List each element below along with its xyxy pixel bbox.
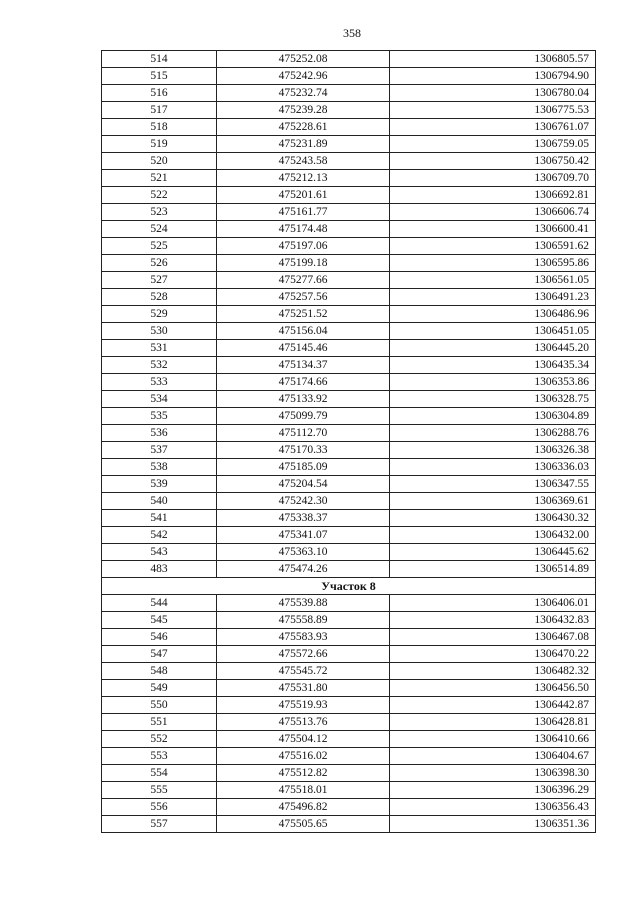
y-coordinate-cell: 1306404.67 (390, 748, 596, 765)
point-number-cell: 551 (102, 714, 217, 731)
table-row (102, 731, 596, 748)
table-row (102, 765, 596, 782)
point-number-cell: 557 (102, 816, 217, 833)
x-coordinate-cell: 475204.54 (217, 476, 390, 493)
table-row (102, 646, 596, 663)
table-row (102, 782, 596, 799)
y-coordinate-cell: 1306445.20 (390, 340, 596, 357)
table-row (102, 187, 596, 204)
point-number-cell: 545 (102, 612, 217, 629)
point-number-cell: 543 (102, 544, 217, 561)
x-coordinate-cell: 475170.33 (217, 442, 390, 459)
y-coordinate-cell: 1306780.04 (390, 85, 596, 102)
x-coordinate-cell: 475156.04 (217, 323, 390, 340)
point-number-cell: 531 (102, 340, 217, 357)
y-coordinate-cell: 1306347.55 (390, 476, 596, 493)
y-coordinate-cell: 1306351.36 (390, 816, 596, 833)
page-number: 358 (343, 26, 361, 40)
y-coordinate-cell: 1306709.70 (390, 170, 596, 187)
y-coordinate-cell: 1306442.87 (390, 697, 596, 714)
table-row (102, 221, 596, 238)
table-row (102, 51, 596, 68)
y-coordinate-cell: 1306775.53 (390, 102, 596, 119)
table-row (102, 102, 596, 119)
y-coordinate-cell: 1306445.62 (390, 544, 596, 561)
point-number-cell: 522 (102, 187, 217, 204)
table-row (102, 714, 596, 731)
table-row (102, 170, 596, 187)
x-coordinate-cell: 475228.61 (217, 119, 390, 136)
x-coordinate-cell: 475161.77 (217, 204, 390, 221)
y-coordinate-cell: 1306396.29 (390, 782, 596, 799)
y-coordinate-cell: 1306591.62 (390, 238, 596, 255)
y-coordinate-cell: 1306482.32 (390, 663, 596, 680)
x-coordinate-cell: 475242.96 (217, 68, 390, 85)
x-coordinate-cell: 475277.66 (217, 272, 390, 289)
y-coordinate-cell: 1306470.22 (390, 646, 596, 663)
table-row (102, 340, 596, 357)
y-coordinate-cell: 1306410.66 (390, 731, 596, 748)
point-number-cell: 552 (102, 731, 217, 748)
y-coordinate-cell: 1306326.38 (390, 442, 596, 459)
table-row (102, 748, 596, 765)
y-coordinate-cell: 1306430.32 (390, 510, 596, 527)
y-coordinate-cell: 1306435.34 (390, 357, 596, 374)
table-body-before-section (102, 51, 596, 578)
table-row (102, 289, 596, 306)
y-coordinate-cell: 1306491.23 (390, 289, 596, 306)
point-number-cell: 519 (102, 136, 217, 153)
x-coordinate-cell: 475231.89 (217, 136, 390, 153)
table-row (102, 68, 596, 85)
x-coordinate-cell: 475504.12 (217, 731, 390, 748)
y-coordinate-cell: 1306398.30 (390, 765, 596, 782)
y-coordinate-cell: 1306759.05 (390, 136, 596, 153)
point-number-cell: 555 (102, 782, 217, 799)
point-number-cell: 546 (102, 629, 217, 646)
point-number-cell: 532 (102, 357, 217, 374)
x-coordinate-cell: 475338.37 (217, 510, 390, 527)
section-title: Участок 8 (102, 578, 596, 595)
x-coordinate-cell: 475212.13 (217, 170, 390, 187)
y-coordinate-cell: 1306486.96 (390, 306, 596, 323)
y-coordinate-cell: 1306692.81 (390, 187, 596, 204)
point-number-cell: 537 (102, 442, 217, 459)
point-number-cell: 553 (102, 748, 217, 765)
table-row (102, 561, 596, 578)
section-header-group (102, 578, 596, 595)
y-coordinate-cell: 1306456.50 (390, 680, 596, 697)
table-row (102, 459, 596, 476)
x-coordinate-cell: 475519.93 (217, 697, 390, 714)
coordinates-table (101, 50, 596, 833)
y-coordinate-cell: 1306288.76 (390, 425, 596, 442)
x-coordinate-cell: 475518.01 (217, 782, 390, 799)
table-row (102, 374, 596, 391)
point-number-cell: 547 (102, 646, 217, 663)
x-coordinate-cell: 475133.92 (217, 391, 390, 408)
y-coordinate-cell: 1306432.83 (390, 612, 596, 629)
table-row (102, 357, 596, 374)
point-number-cell: 518 (102, 119, 217, 136)
x-coordinate-cell: 475257.56 (217, 289, 390, 306)
x-coordinate-cell: 475512.82 (217, 765, 390, 782)
point-number-cell: 516 (102, 85, 217, 102)
x-coordinate-cell: 475134.37 (217, 357, 390, 374)
y-coordinate-cell: 1306805.57 (390, 51, 596, 68)
x-coordinate-cell: 475583.93 (217, 629, 390, 646)
point-number-cell: 535 (102, 408, 217, 425)
table-row (102, 238, 596, 255)
point-number-cell: 533 (102, 374, 217, 391)
x-coordinate-cell: 475496.82 (217, 799, 390, 816)
y-coordinate-cell: 1306304.89 (390, 408, 596, 425)
section-header-row (102, 578, 596, 595)
point-number-cell: 524 (102, 221, 217, 238)
y-coordinate-cell: 1306561.05 (390, 272, 596, 289)
x-coordinate-cell: 475232.74 (217, 85, 390, 102)
point-number-cell: 483 (102, 561, 217, 578)
table-row (102, 204, 596, 221)
point-number-cell: 523 (102, 204, 217, 221)
y-coordinate-cell: 1306328.75 (390, 391, 596, 408)
x-coordinate-cell: 475145.46 (217, 340, 390, 357)
point-number-cell: 556 (102, 799, 217, 816)
table-row (102, 663, 596, 680)
point-number-cell: 517 (102, 102, 217, 119)
point-number-cell: 542 (102, 527, 217, 544)
x-coordinate-cell: 475174.48 (217, 221, 390, 238)
table-row (102, 323, 596, 340)
table-row (102, 119, 596, 136)
x-coordinate-cell: 475242.30 (217, 493, 390, 510)
point-number-cell: 515 (102, 68, 217, 85)
x-coordinate-cell: 475252.08 (217, 51, 390, 68)
x-coordinate-cell: 475185.09 (217, 459, 390, 476)
table-row (102, 425, 596, 442)
x-coordinate-cell: 475197.06 (217, 238, 390, 255)
table-row (102, 153, 596, 170)
x-coordinate-cell: 475251.52 (217, 306, 390, 323)
x-coordinate-cell: 475243.58 (217, 153, 390, 170)
point-number-cell: 550 (102, 697, 217, 714)
y-coordinate-cell: 1306794.90 (390, 68, 596, 85)
point-number-cell: 529 (102, 306, 217, 323)
x-coordinate-cell: 475474.26 (217, 561, 390, 578)
y-coordinate-cell: 1306514.89 (390, 561, 596, 578)
table-row (102, 255, 596, 272)
x-coordinate-cell: 475516.02 (217, 748, 390, 765)
table-row (102, 136, 596, 153)
table-row (102, 510, 596, 527)
x-coordinate-cell: 475363.10 (217, 544, 390, 561)
point-number-cell: 544 (102, 595, 217, 612)
table-row (102, 544, 596, 561)
table-row (102, 476, 596, 493)
table-body-after-section (102, 595, 596, 833)
y-coordinate-cell: 1306595.86 (390, 255, 596, 272)
y-coordinate-cell: 1306451.05 (390, 323, 596, 340)
point-number-cell: 525 (102, 238, 217, 255)
y-coordinate-cell: 1306336.03 (390, 459, 596, 476)
y-coordinate-cell: 1306369.61 (390, 493, 596, 510)
x-coordinate-cell: 475558.89 (217, 612, 390, 629)
point-number-cell: 534 (102, 391, 217, 408)
y-coordinate-cell: 1306467.08 (390, 629, 596, 646)
x-coordinate-cell: 475513.76 (217, 714, 390, 731)
y-coordinate-cell: 1306428.81 (390, 714, 596, 731)
point-number-cell: 541 (102, 510, 217, 527)
table-row (102, 680, 596, 697)
point-number-cell: 538 (102, 459, 217, 476)
y-coordinate-cell: 1306606.74 (390, 204, 596, 221)
x-coordinate-cell: 475201.61 (217, 187, 390, 204)
table-row (102, 629, 596, 646)
table-row (102, 816, 596, 833)
x-coordinate-cell: 475099.79 (217, 408, 390, 425)
y-coordinate-cell: 1306356.43 (390, 799, 596, 816)
x-coordinate-cell: 475341.07 (217, 527, 390, 544)
table-row (102, 442, 596, 459)
table-row (102, 697, 596, 714)
y-coordinate-cell: 1306750.42 (390, 153, 596, 170)
point-number-cell: 526 (102, 255, 217, 272)
table-row (102, 272, 596, 289)
point-number-cell: 527 (102, 272, 217, 289)
x-coordinate-cell: 475531.80 (217, 680, 390, 697)
point-number-cell: 549 (102, 680, 217, 697)
table-row (102, 85, 596, 102)
table-row (102, 799, 596, 816)
point-number-cell: 520 (102, 153, 217, 170)
x-coordinate-cell: 475174.66 (217, 374, 390, 391)
y-coordinate-cell: 1306600.41 (390, 221, 596, 238)
point-number-cell: 521 (102, 170, 217, 187)
x-coordinate-cell: 475539.88 (217, 595, 390, 612)
x-coordinate-cell: 475545.72 (217, 663, 390, 680)
table-row (102, 595, 596, 612)
y-coordinate-cell: 1306406.01 (390, 595, 596, 612)
y-coordinate-cell: 1306353.86 (390, 374, 596, 391)
y-coordinate-cell: 1306432.00 (390, 527, 596, 544)
x-coordinate-cell: 475199.18 (217, 255, 390, 272)
point-number-cell: 548 (102, 663, 217, 680)
table-row (102, 527, 596, 544)
point-number-cell: 530 (102, 323, 217, 340)
x-coordinate-cell: 475572.66 (217, 646, 390, 663)
point-number-cell: 540 (102, 493, 217, 510)
point-number-cell: 554 (102, 765, 217, 782)
y-coordinate-cell: 1306761.07 (390, 119, 596, 136)
table-row (102, 391, 596, 408)
point-number-cell: 539 (102, 476, 217, 493)
x-coordinate-cell: 475505.65 (217, 816, 390, 833)
point-number-cell: 536 (102, 425, 217, 442)
table-row (102, 612, 596, 629)
point-number-cell: 528 (102, 289, 217, 306)
table-row (102, 493, 596, 510)
point-number-cell: 514 (102, 51, 217, 68)
x-coordinate-cell: 475112.70 (217, 425, 390, 442)
table-row (102, 408, 596, 425)
table-row (102, 306, 596, 323)
x-coordinate-cell: 475239.28 (217, 102, 390, 119)
